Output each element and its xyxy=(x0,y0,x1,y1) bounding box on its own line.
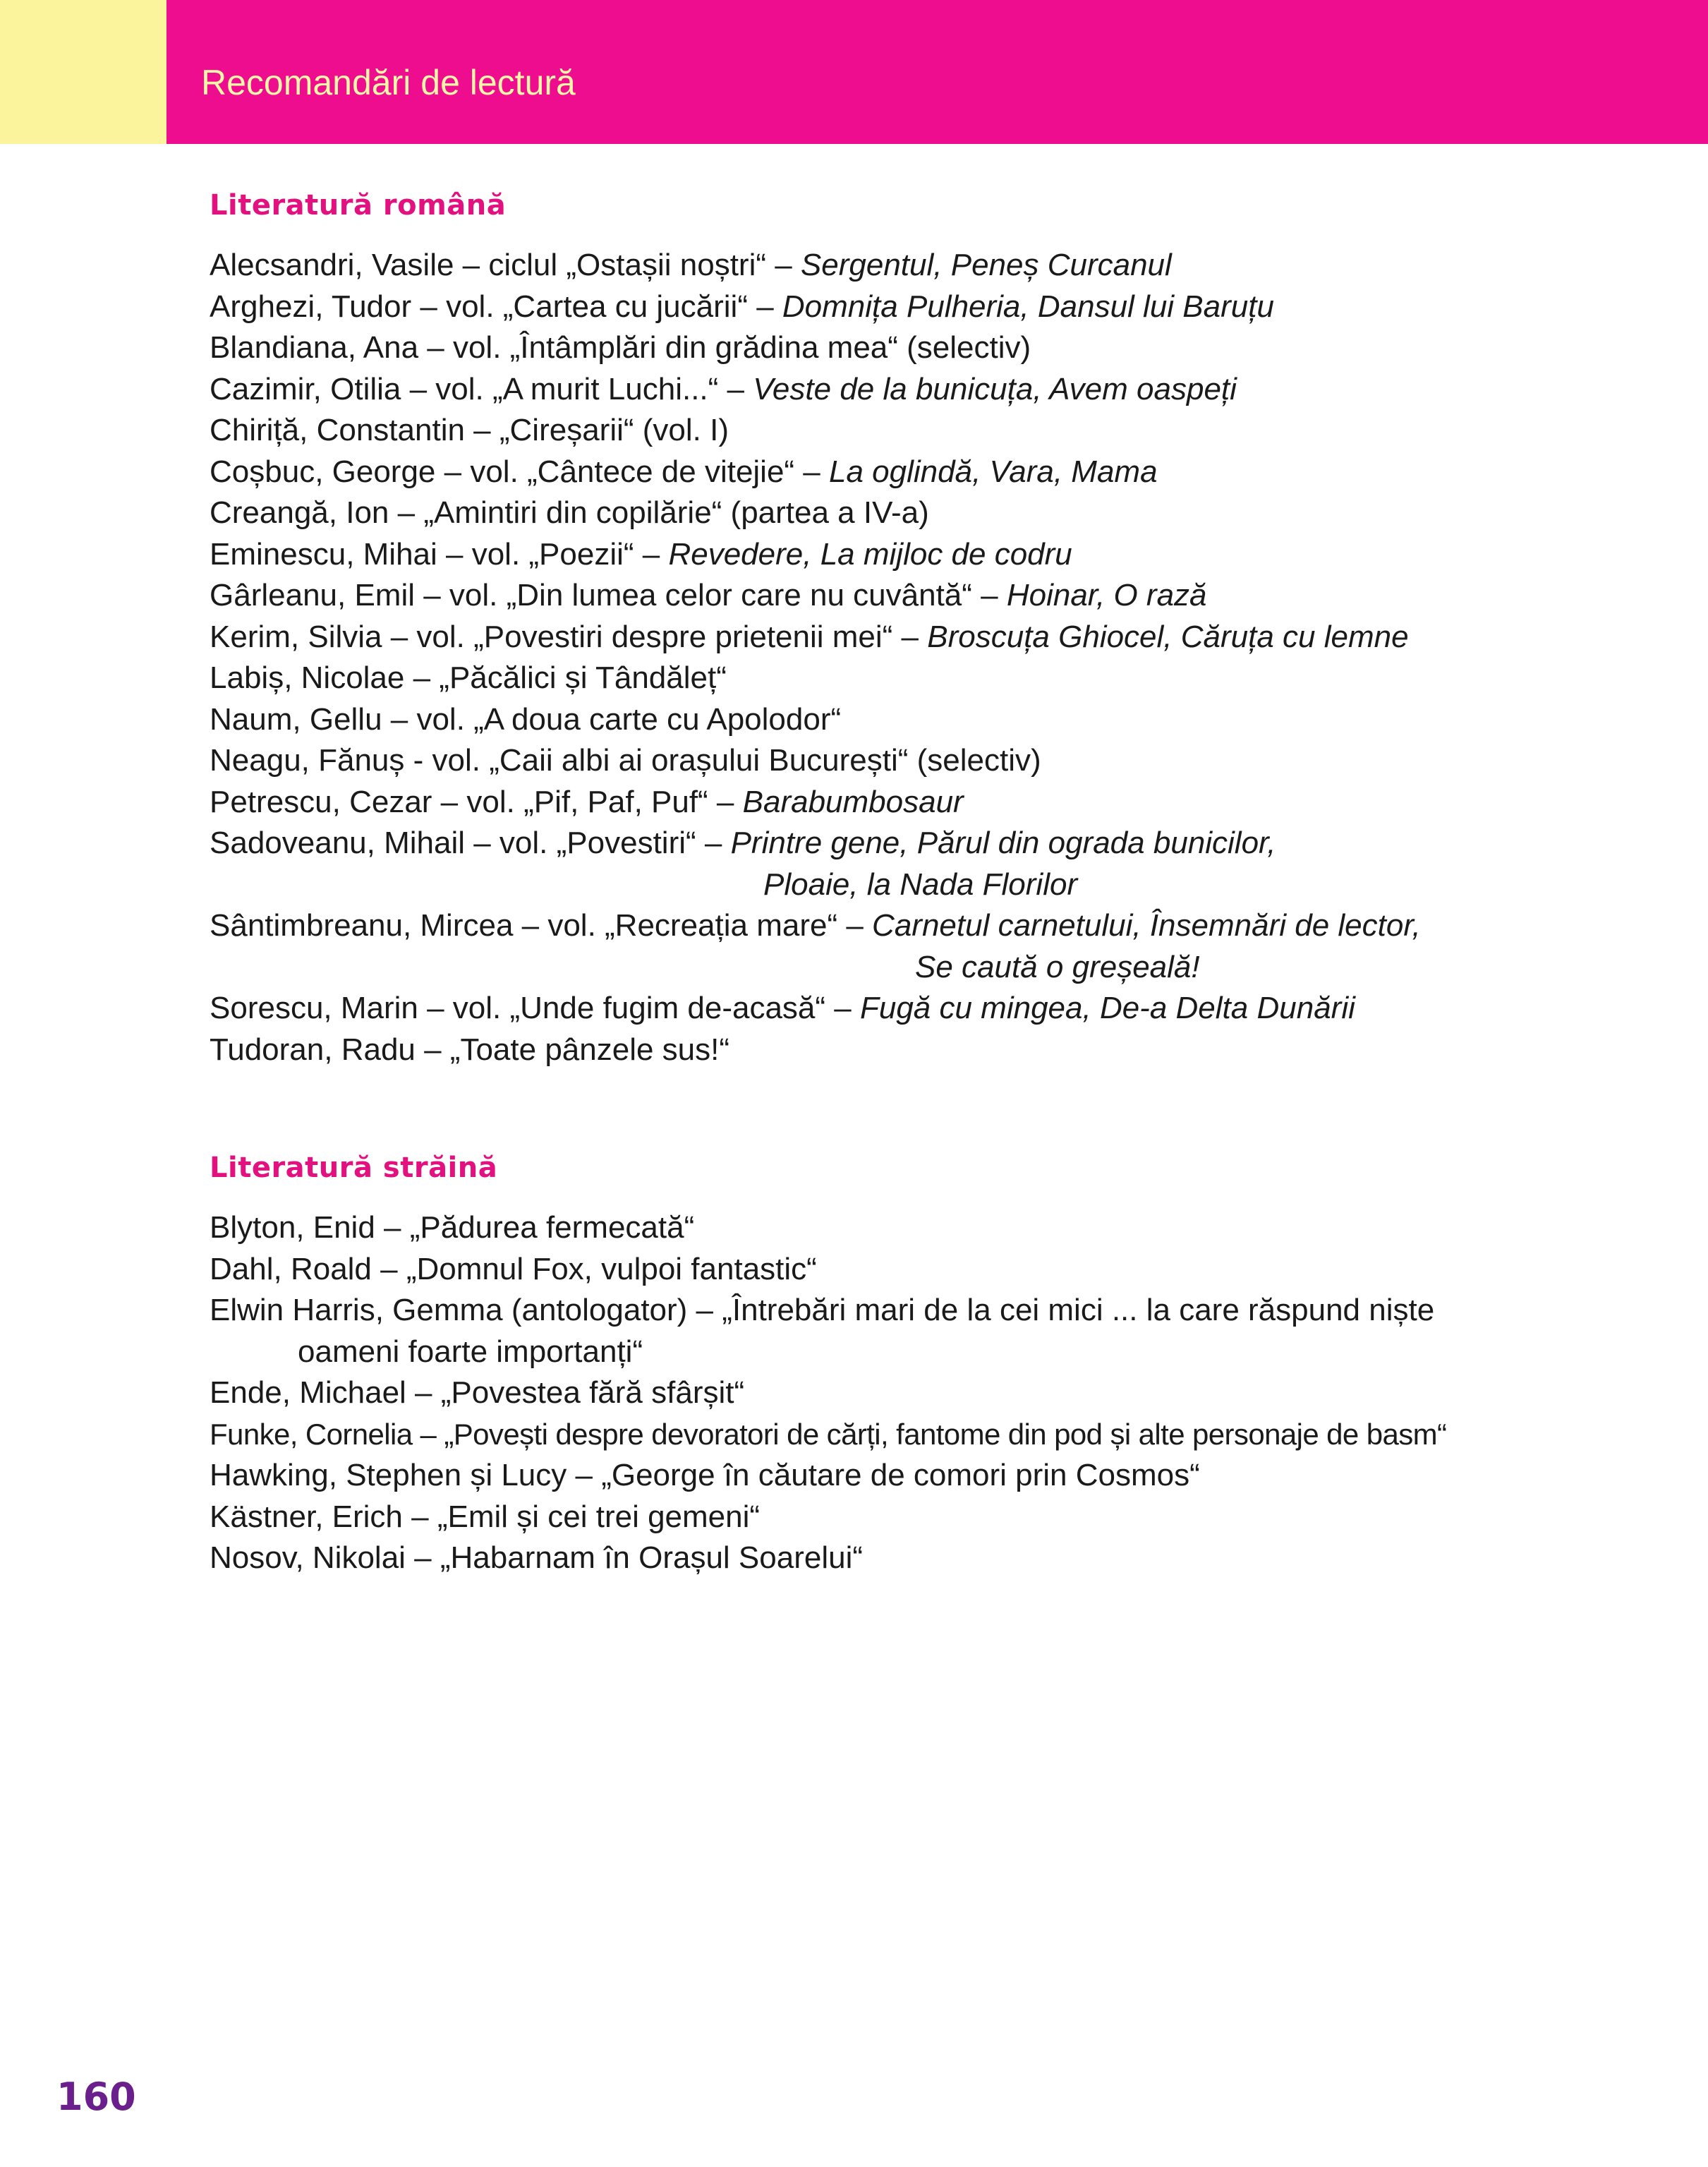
book-author-title: Ende, Michael – „Povestea fără sfârșit“ xyxy=(210,1375,745,1410)
book-author-title: Naum, Gellu – vol. „A doua carte cu Apolodor“ xyxy=(210,701,842,737)
book-works: Fugă cu mingea, De-a Delta Dunării xyxy=(859,991,1355,1025)
list-item xyxy=(210,452,1158,492)
list-item xyxy=(210,658,727,698)
list-item xyxy=(210,906,1421,946)
list-item xyxy=(210,1456,1200,1495)
book-works: Sergentul, Peneș Curcanul xyxy=(800,248,1172,282)
book-author-title: Sadoveanu, Mihail – vol. „Povestiri“ – xyxy=(210,826,731,860)
book-author-title: Sântimbreanu, Mircea – vol. „Recreația mare“ – xyxy=(210,908,873,943)
list-item xyxy=(210,1415,1446,1454)
book-author-title: Neagu, Fănuș - vol. „Caii albi ai orașului București“ (selectiv) xyxy=(210,743,1041,778)
book-author-title: Hawking, Stephen și Lucy – „George în căutare de comori prin Cosmos“ xyxy=(210,1458,1200,1492)
list-item xyxy=(210,370,1237,409)
book-author-title: Gârleanu, Emil – vol. „Din lumea celor care nu cuvântă“ – xyxy=(210,578,1007,612)
section-heading-romanian: Literatură română xyxy=(210,189,507,222)
page-title: Recomandări de lectură xyxy=(201,63,576,102)
book-works: Hoinar, O rază xyxy=(1006,578,1207,612)
book-works: La oglindă, Vara, Mama xyxy=(829,454,1158,489)
list-item xyxy=(210,328,1031,368)
list-item-continuation xyxy=(915,948,1200,987)
book-author-title: Sorescu, Marin – vol. „Unde fugim de-acasă“ – xyxy=(210,991,860,1025)
book-author-title: Cazimir, Otilia – vol. „A murit Luchi...“ – xyxy=(210,371,753,406)
list-item xyxy=(210,823,1276,863)
book-author-title: Elwin Harris, Gemma (antologator) – „Întrebări mari de la cei mici ... la care răspund niște xyxy=(210,1293,1435,1327)
book-author-title: oameni foarte importanți“ xyxy=(298,1334,643,1369)
book-author-title: Dahl, Roald – „Domnul Fox, vulpoi fantastic“ xyxy=(210,1251,817,1286)
list-item-continuation xyxy=(763,865,1077,905)
list-item xyxy=(210,1497,760,1537)
list-item-continuation xyxy=(298,1332,643,1372)
list-item xyxy=(210,411,729,450)
list-item xyxy=(210,246,1172,285)
list-item xyxy=(210,1538,863,1578)
list-item xyxy=(210,535,1072,574)
book-works: Carnetul carnetului, Însemnări de lector, xyxy=(872,908,1421,943)
list-item xyxy=(210,1250,817,1289)
book-author-title: Petrescu, Cezar – vol. „Pif, Paf, Puf“ – xyxy=(210,784,743,819)
list-item xyxy=(210,493,929,533)
book-works: Veste de la bunicuța, Avem oaspeți xyxy=(753,371,1237,406)
list-item xyxy=(210,287,1274,327)
book-author-title: Arghezi, Tudor – vol. „Cartea cu jucării“ – xyxy=(210,289,782,324)
list-item xyxy=(210,741,1041,780)
list-item xyxy=(210,989,1355,1028)
book-author-title: Kästner, Erich – „Emil și cei trei gemeni“ xyxy=(210,1499,761,1534)
list-item xyxy=(210,617,1409,657)
corner-block xyxy=(0,0,166,144)
book-works: Ploaie, la Nada Florilor xyxy=(763,867,1078,902)
list-item xyxy=(210,783,964,822)
book-author-title: Blyton, Enid – „Pădurea fermecată“ xyxy=(210,1210,695,1245)
book-author-title: Funke, Cornelia – „Povești despre devoratori de cărți, fantome din pod și alte personaje de basm“ xyxy=(210,1417,1447,1451)
book-author-title: Eminescu, Mihai – vol. „Poezii“ – xyxy=(210,536,669,572)
list-item xyxy=(210,576,1207,615)
book-author-title: Nosov, Nikolai – „Habarnam în Orașul Soarelui“ xyxy=(210,1540,863,1575)
book-author-title: Kerim, Silvia – vol. „Povestiri despre prietenii mei“ – xyxy=(210,619,928,654)
list-item xyxy=(210,1208,694,1248)
book-works: Broscuța Ghiocel, Căruța cu lemne xyxy=(927,619,1409,654)
book-author-title: Labiș, Nicolae – „Păcălici și Tândăleț“ xyxy=(210,660,727,695)
book-author-title: Creangă, Ion – „Amintiri din copilărie“ (partea a IV-a) xyxy=(210,495,929,530)
book-author-title: Coșbuc, George – vol. „Cântece de vitejie“ – xyxy=(210,454,830,489)
list-item xyxy=(210,700,841,740)
book-author-title: Chiriță, Constantin – „Cireșarii“ (vol. I) xyxy=(210,413,729,447)
book-works: Se caută o greșeală! xyxy=(915,949,1200,984)
list-item xyxy=(210,1373,744,1413)
book-works: Domnița Pulheria, Dansul lui Baruțu xyxy=(782,289,1274,324)
book-works: Barabumbosaur xyxy=(742,784,964,819)
book-works: Printre gene, Părul din ograda bunicilor, xyxy=(730,826,1276,860)
page-number: 160 xyxy=(56,2075,136,2119)
list-item xyxy=(210,1030,729,1070)
list-item xyxy=(210,1291,1434,1330)
book-author-title: Tudoran, Radu – „Toate pânzele sus!“ xyxy=(210,1032,730,1067)
book-author-title: Blandiana, Ana – vol. „Întâmplări din grădina mea“ (selectiv) xyxy=(210,330,1031,365)
book-author-title: Alecsandri, Vasile – ciclul „Ostașii noștri“ – xyxy=(210,248,801,282)
section-heading-foreign: Literatură străină xyxy=(210,1152,498,1184)
book-works: Revedere, La mijloc de codru xyxy=(668,536,1072,572)
